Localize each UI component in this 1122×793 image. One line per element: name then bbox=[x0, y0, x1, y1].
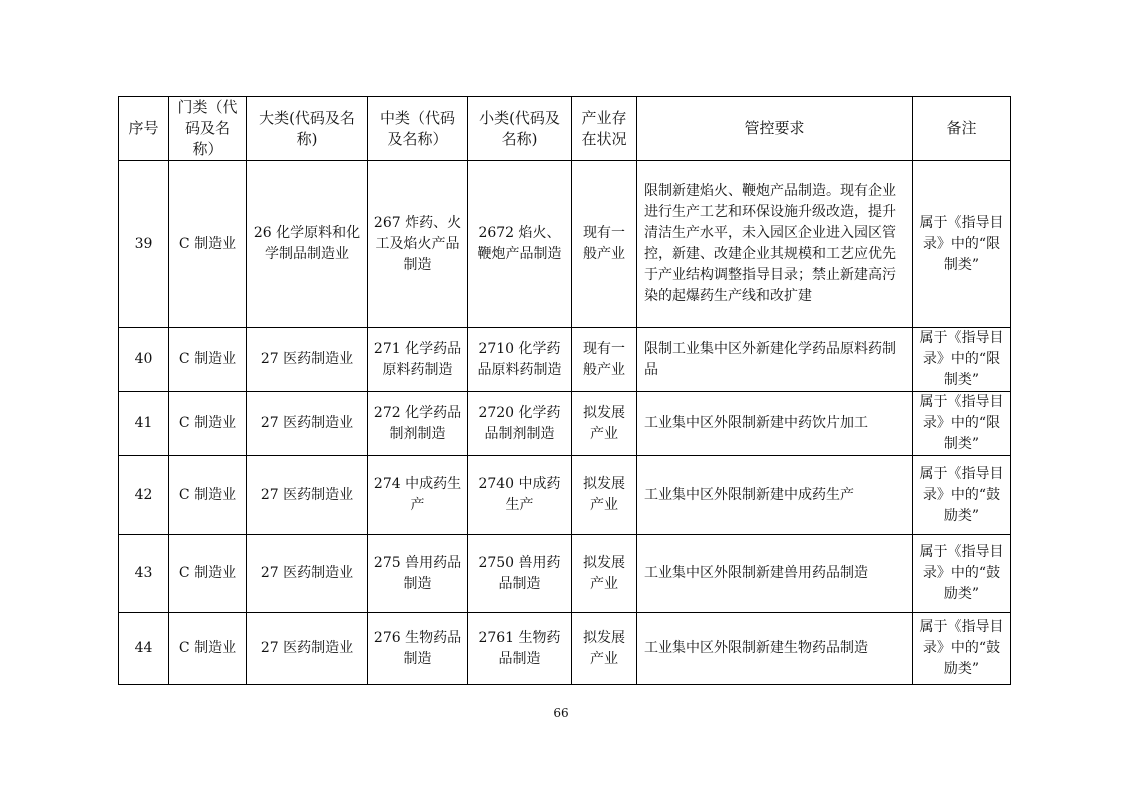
cell-control: 工业集中区外限制新建中药饮片加工 bbox=[637, 392, 913, 456]
cell-status: 拟发展产业 bbox=[572, 392, 637, 456]
cell-medium: 267 炸药、火工及焰火产品制造 bbox=[368, 161, 468, 328]
cell-control: 工业集中区外限制新建生物药品制造 bbox=[637, 613, 913, 685]
header-cell-major: 大类(代码及名称) bbox=[247, 97, 368, 161]
cell-category: C 制造业 bbox=[169, 392, 247, 456]
industry-control-table bbox=[118, 96, 1011, 685]
table-row bbox=[119, 456, 1011, 535]
cell-no: 43 bbox=[119, 535, 169, 613]
cell-category: C 制造业 bbox=[169, 456, 247, 535]
cell-medium: 271 化学药品原料药制造 bbox=[368, 328, 468, 392]
cell-no: 41 bbox=[119, 392, 169, 456]
cell-remark: 属于《指导目录》中的“限制类” bbox=[913, 392, 1011, 456]
cell-minor: 2750 兽用药品制造 bbox=[468, 535, 572, 613]
cell-no: 44 bbox=[119, 613, 169, 685]
header-cell-no: 序号 bbox=[119, 97, 169, 161]
cell-minor: 2761 生物药品制造 bbox=[468, 613, 572, 685]
cell-major: 27 医药制造业 bbox=[247, 456, 368, 535]
cell-minor: 2710 化学药品原料药制造 bbox=[468, 328, 572, 392]
cell-major: 27 医药制造业 bbox=[247, 328, 368, 392]
header-cell-medium: 中类（代码及名称） bbox=[368, 97, 468, 161]
cell-control: 限制工业集中区外新建化学药品原料药制品 bbox=[637, 328, 913, 392]
page-number: 66 bbox=[553, 706, 569, 720]
header-cell-control: 管控要求 bbox=[637, 97, 913, 161]
table-row bbox=[119, 328, 1011, 392]
cell-no: 42 bbox=[119, 456, 169, 535]
cell-major: 26 化学原料和化学制品制造业 bbox=[247, 161, 368, 328]
table-header-row bbox=[119, 97, 1011, 161]
cell-remark: 属于《指导目录》中的“限制类” bbox=[913, 328, 1011, 392]
header-cell-minor: 小类(代码及名称) bbox=[468, 97, 572, 161]
cell-status: 现有一般产业 bbox=[572, 161, 637, 328]
cell-control: 限制新建焰火、鞭炮产品制造。现有企业进行生产工艺和环保设施升级改造，提升清洁生产水平，未入园区企业进入园区管控，新建、改建企业其规模和工艺应优先于产业结构调整指导目录；禁止新建高污染的起爆药生产线和改扩建 bbox=[637, 161, 913, 328]
table-row bbox=[119, 535, 1011, 613]
cell-major: 27 医药制造业 bbox=[247, 613, 368, 685]
cell-minor: 2740 中成药生产 bbox=[468, 456, 572, 535]
cell-no: 40 bbox=[119, 328, 169, 392]
cell-status: 拟发展产业 bbox=[572, 535, 637, 613]
header-cell-category: 门类（代码及名称） bbox=[169, 97, 247, 161]
cell-status: 现有一般产业 bbox=[572, 328, 637, 392]
cell-remark: 属于《指导目录》中的“鼓励类” bbox=[913, 535, 1011, 613]
cell-category: C 制造业 bbox=[169, 535, 247, 613]
table-row bbox=[119, 392, 1011, 456]
cell-category: C 制造业 bbox=[169, 328, 247, 392]
cell-status: 拟发展产业 bbox=[572, 613, 637, 685]
table-row bbox=[119, 613, 1011, 685]
cell-medium: 275 兽用药品制造 bbox=[368, 535, 468, 613]
header-cell-remark: 备注 bbox=[913, 97, 1011, 161]
cell-category: C 制造业 bbox=[169, 161, 247, 328]
cell-remark: 属于《指导目录》中的“限制类” bbox=[913, 161, 1011, 328]
cell-remark: 属于《指导目录》中的“鼓励类” bbox=[913, 456, 1011, 535]
cell-status: 拟发展产业 bbox=[572, 456, 637, 535]
cell-minor: 2720 化学药品制剂制造 bbox=[468, 392, 572, 456]
cell-control: 工业集中区外限制新建兽用药品制造 bbox=[637, 535, 913, 613]
cell-remark: 属于《指导目录》中的“鼓励类” bbox=[913, 613, 1011, 685]
cell-control: 工业集中区外限制新建中成药生产 bbox=[637, 456, 913, 535]
header-cell-status: 产业存在状况 bbox=[572, 97, 637, 161]
cell-category: C 制造业 bbox=[169, 613, 247, 685]
cell-minor: 2672 焰火、鞭炮产品制造 bbox=[468, 161, 572, 328]
cell-medium: 276 生物药品制造 bbox=[368, 613, 468, 685]
cell-major: 27 医药制造业 bbox=[247, 392, 368, 456]
cell-major: 27 医药制造业 bbox=[247, 535, 368, 613]
table-row bbox=[119, 161, 1011, 328]
cell-no: 39 bbox=[119, 161, 169, 328]
cell-medium: 274 中成药生产 bbox=[368, 456, 468, 535]
cell-medium: 272 化学药品制剂制造 bbox=[368, 392, 468, 456]
